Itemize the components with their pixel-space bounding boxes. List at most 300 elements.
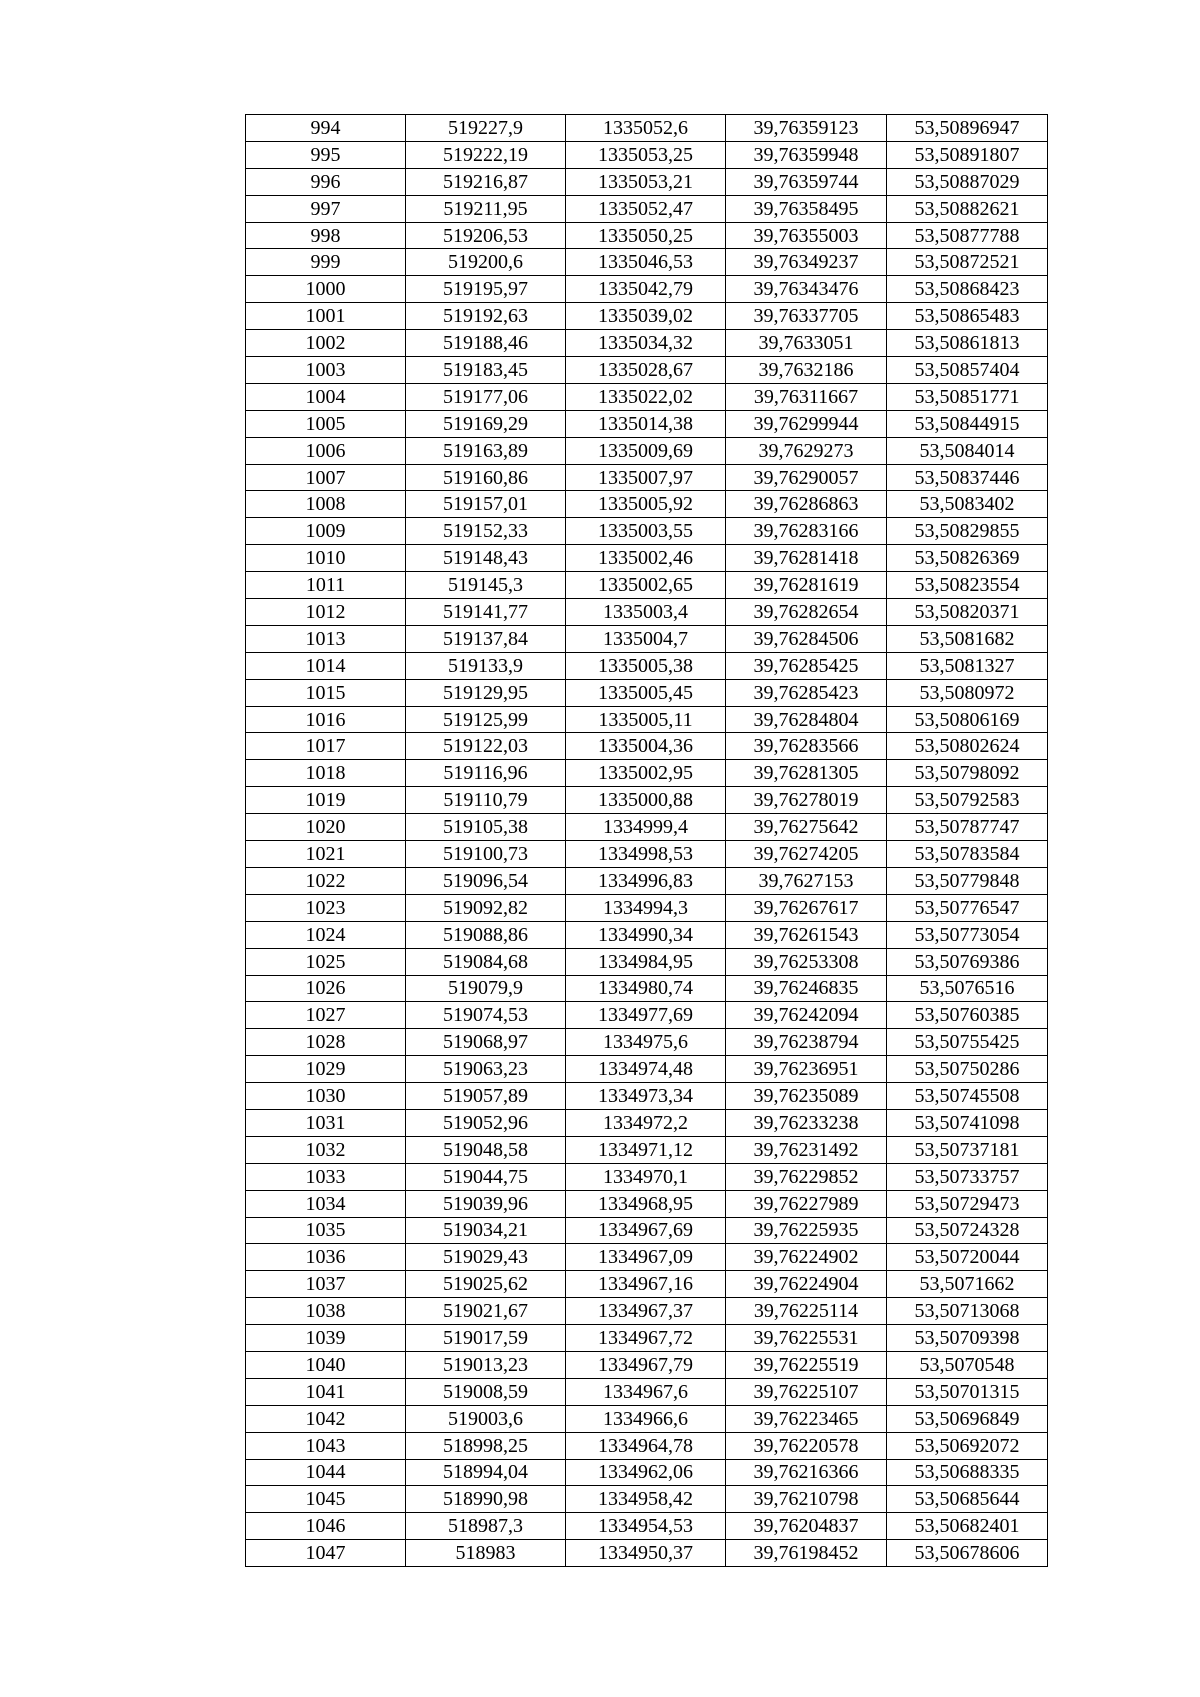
longitude-cell: 39,76355003 [726, 222, 887, 249]
y-coordinate-cell: 1335053,21 [566, 168, 726, 195]
longitude-cell: 39,76225531 [726, 1325, 887, 1352]
table-row [246, 383, 1048, 410]
longitude-cell: 39,76235089 [726, 1083, 887, 1110]
table-row [246, 303, 1048, 330]
latitude-cell: 53,50837446 [887, 464, 1048, 491]
y-coordinate-cell: 1334967,69 [566, 1217, 726, 1244]
point-number-cell: 1004 [246, 383, 406, 410]
y-coordinate-cell: 1334996,83 [566, 867, 726, 894]
longitude-cell: 39,76278019 [726, 787, 887, 814]
x-coordinate-cell: 519177,06 [406, 383, 566, 410]
point-number-cell: 1021 [246, 841, 406, 868]
y-coordinate-cell: 1335053,25 [566, 141, 726, 168]
longitude-cell: 39,76210798 [726, 1486, 887, 1513]
x-coordinate-cell: 519110,79 [406, 787, 566, 814]
y-coordinate-cell: 1335052,47 [566, 195, 726, 222]
y-coordinate-cell: 1335007,97 [566, 464, 726, 491]
latitude-cell: 53,50779848 [887, 867, 1048, 894]
y-coordinate-cell: 1335014,38 [566, 410, 726, 437]
longitude-cell: 39,76284804 [726, 706, 887, 733]
y-coordinate-cell: 1335004,7 [566, 625, 726, 652]
longitude-cell: 39,76267617 [726, 894, 887, 921]
latitude-cell: 53,50682401 [887, 1513, 1048, 1540]
latitude-cell: 53,50733757 [887, 1163, 1048, 1190]
point-number-cell: 1039 [246, 1325, 406, 1352]
table-row [246, 948, 1048, 975]
coordinates-table [245, 114, 1048, 1567]
x-coordinate-cell: 519188,46 [406, 330, 566, 357]
y-coordinate-cell: 1334984,95 [566, 948, 726, 975]
x-coordinate-cell: 519211,95 [406, 195, 566, 222]
point-number-cell: 994 [246, 115, 406, 142]
x-coordinate-cell: 519100,73 [406, 841, 566, 868]
longitude-cell: 39,76284506 [726, 625, 887, 652]
latitude-cell: 53,50806169 [887, 706, 1048, 733]
table-row [246, 1056, 1048, 1083]
table-row [246, 1029, 1048, 1056]
point-number-cell: 1016 [246, 706, 406, 733]
x-coordinate-cell: 519057,89 [406, 1083, 566, 1110]
x-coordinate-cell: 519039,96 [406, 1190, 566, 1217]
table-row [246, 1298, 1048, 1325]
y-coordinate-cell: 1334967,16 [566, 1271, 726, 1298]
latitude-cell: 53,50685644 [887, 1486, 1048, 1513]
y-coordinate-cell: 1335005,45 [566, 679, 726, 706]
x-coordinate-cell: 519013,23 [406, 1351, 566, 1378]
table-row [246, 464, 1048, 491]
y-coordinate-cell: 1334999,4 [566, 814, 726, 841]
latitude-cell: 53,50787747 [887, 814, 1048, 841]
point-number-cell: 1035 [246, 1217, 406, 1244]
latitude-cell: 53,5080972 [887, 679, 1048, 706]
longitude-cell: 39,76299944 [726, 410, 887, 437]
y-coordinate-cell: 1334977,69 [566, 1002, 726, 1029]
table-row [246, 975, 1048, 1002]
point-number-cell: 1003 [246, 357, 406, 384]
latitude-cell: 53,50773054 [887, 921, 1048, 948]
table-row [246, 222, 1048, 249]
x-coordinate-cell: 519169,29 [406, 410, 566, 437]
latitude-cell: 53,50851771 [887, 383, 1048, 410]
latitude-cell: 53,50861813 [887, 330, 1048, 357]
table-row [246, 921, 1048, 948]
latitude-cell: 53,50709398 [887, 1325, 1048, 1352]
table-row [246, 1244, 1048, 1271]
point-number-cell: 1047 [246, 1540, 406, 1567]
latitude-cell: 53,50868423 [887, 276, 1048, 303]
x-coordinate-cell: 519003,6 [406, 1405, 566, 1432]
latitude-cell: 53,50783584 [887, 841, 1048, 868]
point-number-cell: 1042 [246, 1405, 406, 1432]
latitude-cell: 53,50823554 [887, 572, 1048, 599]
y-coordinate-cell: 1335005,38 [566, 652, 726, 679]
latitude-cell: 53,50882621 [887, 195, 1048, 222]
latitude-cell: 53,5070548 [887, 1351, 1048, 1378]
point-number-cell: 1018 [246, 760, 406, 787]
table-row [246, 760, 1048, 787]
table-row [246, 1486, 1048, 1513]
latitude-cell: 53,50741098 [887, 1109, 1048, 1136]
longitude-cell: 39,76337705 [726, 303, 887, 330]
y-coordinate-cell: 1335009,69 [566, 437, 726, 464]
latitude-cell: 53,50844915 [887, 410, 1048, 437]
y-coordinate-cell: 1334972,2 [566, 1109, 726, 1136]
point-number-cell: 1029 [246, 1056, 406, 1083]
x-coordinate-cell: 519160,86 [406, 464, 566, 491]
longitude-cell: 39,76236951 [726, 1056, 887, 1083]
longitude-cell: 39,76223465 [726, 1405, 887, 1432]
y-coordinate-cell: 1335028,67 [566, 357, 726, 384]
table-row [246, 1190, 1048, 1217]
latitude-cell: 53,5083402 [887, 491, 1048, 518]
y-coordinate-cell: 1335042,79 [566, 276, 726, 303]
table-row [246, 733, 1048, 760]
y-coordinate-cell: 1334970,1 [566, 1163, 726, 1190]
longitude-cell: 39,7632186 [726, 357, 887, 384]
table-row [246, 115, 1048, 142]
table-row [246, 141, 1048, 168]
latitude-cell: 53,50701315 [887, 1378, 1048, 1405]
y-coordinate-cell: 1334967,6 [566, 1378, 726, 1405]
point-number-cell: 1032 [246, 1136, 406, 1163]
latitude-cell: 53,50713068 [887, 1298, 1048, 1325]
x-coordinate-cell: 518990,98 [406, 1486, 566, 1513]
x-coordinate-cell: 519105,38 [406, 814, 566, 841]
table-row [246, 787, 1048, 814]
latitude-cell: 53,50877788 [887, 222, 1048, 249]
point-number-cell: 1023 [246, 894, 406, 921]
x-coordinate-cell: 519084,68 [406, 948, 566, 975]
table-row [246, 625, 1048, 652]
latitude-cell: 53,50826369 [887, 545, 1048, 572]
longitude-cell: 39,76343476 [726, 276, 887, 303]
x-coordinate-cell: 519148,43 [406, 545, 566, 572]
y-coordinate-cell: 1335046,53 [566, 249, 726, 276]
longitude-cell: 39,76275642 [726, 814, 887, 841]
table-row [246, 545, 1048, 572]
longitude-cell: 39,76358495 [726, 195, 887, 222]
table-row [246, 679, 1048, 706]
point-number-cell: 1020 [246, 814, 406, 841]
y-coordinate-cell: 1335000,88 [566, 787, 726, 814]
table-row [246, 1271, 1048, 1298]
point-number-cell: 1017 [246, 733, 406, 760]
x-coordinate-cell: 519133,9 [406, 652, 566, 679]
y-coordinate-cell: 1335005,92 [566, 491, 726, 518]
latitude-cell: 53,50798092 [887, 760, 1048, 787]
latitude-cell: 53,50769386 [887, 948, 1048, 975]
point-number-cell: 1025 [246, 948, 406, 975]
point-number-cell: 1015 [246, 679, 406, 706]
longitude-cell: 39,7633051 [726, 330, 887, 357]
y-coordinate-cell: 1335004,36 [566, 733, 726, 760]
latitude-cell: 53,50792583 [887, 787, 1048, 814]
longitude-cell: 39,76225107 [726, 1378, 887, 1405]
point-number-cell: 1014 [246, 652, 406, 679]
y-coordinate-cell: 1335002,46 [566, 545, 726, 572]
longitude-cell: 39,76290057 [726, 464, 887, 491]
y-coordinate-cell: 1335003,4 [566, 599, 726, 626]
point-number-cell: 1044 [246, 1459, 406, 1486]
x-coordinate-cell: 519125,99 [406, 706, 566, 733]
x-coordinate-cell: 519227,9 [406, 115, 566, 142]
x-coordinate-cell: 519192,63 [406, 303, 566, 330]
longitude-cell: 39,76261543 [726, 921, 887, 948]
x-coordinate-cell: 519183,45 [406, 357, 566, 384]
x-coordinate-cell: 519141,77 [406, 599, 566, 626]
longitude-cell: 39,76311667 [726, 383, 887, 410]
point-number-cell: 1043 [246, 1432, 406, 1459]
table-row [246, 867, 1048, 894]
x-coordinate-cell: 518987,3 [406, 1513, 566, 1540]
x-coordinate-cell: 519152,33 [406, 518, 566, 545]
longitude-cell: 39,76242094 [726, 1002, 887, 1029]
table-row [246, 894, 1048, 921]
x-coordinate-cell: 519122,03 [406, 733, 566, 760]
latitude-cell: 53,5081682 [887, 625, 1048, 652]
point-number-cell: 1011 [246, 572, 406, 599]
longitude-cell: 39,7629273 [726, 437, 887, 464]
point-number-cell: 1030 [246, 1083, 406, 1110]
latitude-cell: 53,50750286 [887, 1056, 1048, 1083]
point-number-cell: 1033 [246, 1163, 406, 1190]
longitude-cell: 39,76285425 [726, 652, 887, 679]
table-row [246, 652, 1048, 679]
longitude-cell: 39,76359123 [726, 115, 887, 142]
longitude-cell: 39,76281619 [726, 572, 887, 599]
y-coordinate-cell: 1334966,6 [566, 1405, 726, 1432]
point-number-cell: 1045 [246, 1486, 406, 1513]
y-coordinate-cell: 1334968,95 [566, 1190, 726, 1217]
y-coordinate-cell: 1334990,34 [566, 921, 726, 948]
longitude-cell: 39,76225519 [726, 1351, 887, 1378]
x-coordinate-cell: 519157,01 [406, 491, 566, 518]
y-coordinate-cell: 1335005,11 [566, 706, 726, 733]
table-row [246, 1325, 1048, 1352]
x-coordinate-cell: 519163,89 [406, 437, 566, 464]
y-coordinate-cell: 1335034,32 [566, 330, 726, 357]
table-row [246, 706, 1048, 733]
y-coordinate-cell: 1335052,6 [566, 115, 726, 142]
table-row [246, 357, 1048, 384]
x-coordinate-cell: 519052,96 [406, 1109, 566, 1136]
x-coordinate-cell: 519044,75 [406, 1163, 566, 1190]
longitude-cell: 39,76253308 [726, 948, 887, 975]
point-number-cell: 996 [246, 168, 406, 195]
table-row [246, 572, 1048, 599]
point-number-cell: 1034 [246, 1190, 406, 1217]
x-coordinate-cell: 519195,97 [406, 276, 566, 303]
y-coordinate-cell: 1334967,72 [566, 1325, 726, 1352]
point-number-cell: 1040 [246, 1351, 406, 1378]
latitude-cell: 53,50865483 [887, 303, 1048, 330]
x-coordinate-cell: 519145,3 [406, 572, 566, 599]
point-number-cell: 1013 [246, 625, 406, 652]
point-number-cell: 1001 [246, 303, 406, 330]
point-number-cell: 1019 [246, 787, 406, 814]
y-coordinate-cell: 1334994,3 [566, 894, 726, 921]
longitude-cell: 39,76282654 [726, 599, 887, 626]
longitude-cell: 39,76359948 [726, 141, 887, 168]
latitude-cell: 53,50688335 [887, 1459, 1048, 1486]
table-row [246, 1378, 1048, 1405]
y-coordinate-cell: 1335022,02 [566, 383, 726, 410]
y-coordinate-cell: 1334980,74 [566, 975, 726, 1002]
x-coordinate-cell: 519074,53 [406, 1002, 566, 1029]
point-number-cell: 1046 [246, 1513, 406, 1540]
latitude-cell: 53,50720044 [887, 1244, 1048, 1271]
y-coordinate-cell: 1334975,6 [566, 1029, 726, 1056]
latitude-cell: 53,50896947 [887, 115, 1048, 142]
table-row [246, 1136, 1048, 1163]
table-row [246, 1351, 1048, 1378]
latitude-cell: 53,50678606 [887, 1540, 1048, 1567]
point-number-cell: 1000 [246, 276, 406, 303]
x-coordinate-cell: 519079,9 [406, 975, 566, 1002]
longitude-cell: 39,76198452 [726, 1540, 887, 1567]
longitude-cell: 39,76283166 [726, 518, 887, 545]
longitude-cell: 39,76285423 [726, 679, 887, 706]
longitude-cell: 39,76231492 [726, 1136, 887, 1163]
table-row [246, 1002, 1048, 1029]
point-number-cell: 1038 [246, 1298, 406, 1325]
x-coordinate-cell: 519008,59 [406, 1378, 566, 1405]
x-coordinate-cell: 519200,6 [406, 249, 566, 276]
point-number-cell: 1036 [246, 1244, 406, 1271]
table-row [246, 491, 1048, 518]
latitude-cell: 53,50692072 [887, 1432, 1048, 1459]
y-coordinate-cell: 1335050,25 [566, 222, 726, 249]
latitude-cell: 53,50829855 [887, 518, 1048, 545]
table-row [246, 1109, 1048, 1136]
latitude-cell: 53,50696849 [887, 1405, 1048, 1432]
point-number-cell: 1006 [246, 437, 406, 464]
x-coordinate-cell: 519216,87 [406, 168, 566, 195]
latitude-cell: 53,50891807 [887, 141, 1048, 168]
x-coordinate-cell: 519137,84 [406, 625, 566, 652]
point-number-cell: 997 [246, 195, 406, 222]
y-coordinate-cell: 1334967,09 [566, 1244, 726, 1271]
y-coordinate-cell: 1334967,37 [566, 1298, 726, 1325]
latitude-cell: 53,5076516 [887, 975, 1048, 1002]
point-number-cell: 1027 [246, 1002, 406, 1029]
y-coordinate-cell: 1334967,79 [566, 1351, 726, 1378]
x-coordinate-cell: 518983 [406, 1540, 566, 1567]
point-number-cell: 1007 [246, 464, 406, 491]
coordinates-table-body [246, 115, 1048, 1567]
table-row [246, 1459, 1048, 1486]
longitude-cell: 39,76246835 [726, 975, 887, 1002]
table-row [246, 330, 1048, 357]
table-row [246, 841, 1048, 868]
x-coordinate-cell: 519048,58 [406, 1136, 566, 1163]
longitude-cell: 39,76359744 [726, 168, 887, 195]
table-row [246, 276, 1048, 303]
table-row [246, 1540, 1048, 1567]
point-number-cell: 1026 [246, 975, 406, 1002]
longitude-cell: 39,76225935 [726, 1217, 887, 1244]
latitude-cell: 53,50802624 [887, 733, 1048, 760]
latitude-cell: 53,5084014 [887, 437, 1048, 464]
latitude-cell: 53,50737181 [887, 1136, 1048, 1163]
y-coordinate-cell: 1334962,06 [566, 1459, 726, 1486]
longitude-cell: 39,76281418 [726, 545, 887, 572]
y-coordinate-cell: 1335003,55 [566, 518, 726, 545]
y-coordinate-cell: 1335002,95 [566, 760, 726, 787]
x-coordinate-cell: 519129,95 [406, 679, 566, 706]
y-coordinate-cell: 1334998,53 [566, 841, 726, 868]
x-coordinate-cell: 519063,23 [406, 1056, 566, 1083]
table-row [246, 1405, 1048, 1432]
latitude-cell: 53,50776547 [887, 894, 1048, 921]
x-coordinate-cell: 519017,59 [406, 1325, 566, 1352]
table-row [246, 518, 1048, 545]
table-row [246, 1083, 1048, 1110]
x-coordinate-cell: 518994,04 [406, 1459, 566, 1486]
table-row [246, 168, 1048, 195]
x-coordinate-cell: 519092,82 [406, 894, 566, 921]
longitude-cell: 39,76204837 [726, 1513, 887, 1540]
point-number-cell: 998 [246, 222, 406, 249]
x-coordinate-cell: 518998,25 [406, 1432, 566, 1459]
longitude-cell: 39,76233238 [726, 1109, 887, 1136]
x-coordinate-cell: 519029,43 [406, 1244, 566, 1271]
longitude-cell: 39,76274205 [726, 841, 887, 868]
table-row [246, 249, 1048, 276]
point-number-cell: 1012 [246, 599, 406, 626]
longitude-cell: 39,76229852 [726, 1163, 887, 1190]
x-coordinate-cell: 519025,62 [406, 1271, 566, 1298]
point-number-cell: 995 [246, 141, 406, 168]
longitude-cell: 39,76227989 [726, 1190, 887, 1217]
table-row [246, 410, 1048, 437]
table-row [246, 437, 1048, 464]
latitude-cell: 53,50872521 [887, 249, 1048, 276]
y-coordinate-cell: 1334958,42 [566, 1486, 726, 1513]
point-number-cell: 1010 [246, 545, 406, 572]
longitude-cell: 39,7627153 [726, 867, 887, 894]
longitude-cell: 39,76216366 [726, 1459, 887, 1486]
latitude-cell: 53,50724328 [887, 1217, 1048, 1244]
latitude-cell: 53,5081327 [887, 652, 1048, 679]
table-row [246, 1217, 1048, 1244]
longitude-cell: 39,76281305 [726, 760, 887, 787]
table-row [246, 599, 1048, 626]
point-number-cell: 1022 [246, 867, 406, 894]
longitude-cell: 39,76224904 [726, 1271, 887, 1298]
latitude-cell: 53,50755425 [887, 1029, 1048, 1056]
y-coordinate-cell: 1334971,12 [566, 1136, 726, 1163]
x-coordinate-cell: 519068,97 [406, 1029, 566, 1056]
table-row [246, 195, 1048, 222]
x-coordinate-cell: 519116,96 [406, 760, 566, 787]
point-number-cell: 1041 [246, 1378, 406, 1405]
y-coordinate-cell: 1334950,37 [566, 1540, 726, 1567]
point-number-cell: 1037 [246, 1271, 406, 1298]
latitude-cell: 53,50729473 [887, 1190, 1048, 1217]
longitude-cell: 39,76283566 [726, 733, 887, 760]
point-number-cell: 1002 [246, 330, 406, 357]
latitude-cell: 53,50820371 [887, 599, 1048, 626]
table-row [246, 1513, 1048, 1540]
y-coordinate-cell: 1334974,48 [566, 1056, 726, 1083]
latitude-cell: 53,5071662 [887, 1271, 1048, 1298]
point-number-cell: 1009 [246, 518, 406, 545]
longitude-cell: 39,76225114 [726, 1298, 887, 1325]
latitude-cell: 53,50760385 [887, 1002, 1048, 1029]
y-coordinate-cell: 1335039,02 [566, 303, 726, 330]
table-row [246, 814, 1048, 841]
